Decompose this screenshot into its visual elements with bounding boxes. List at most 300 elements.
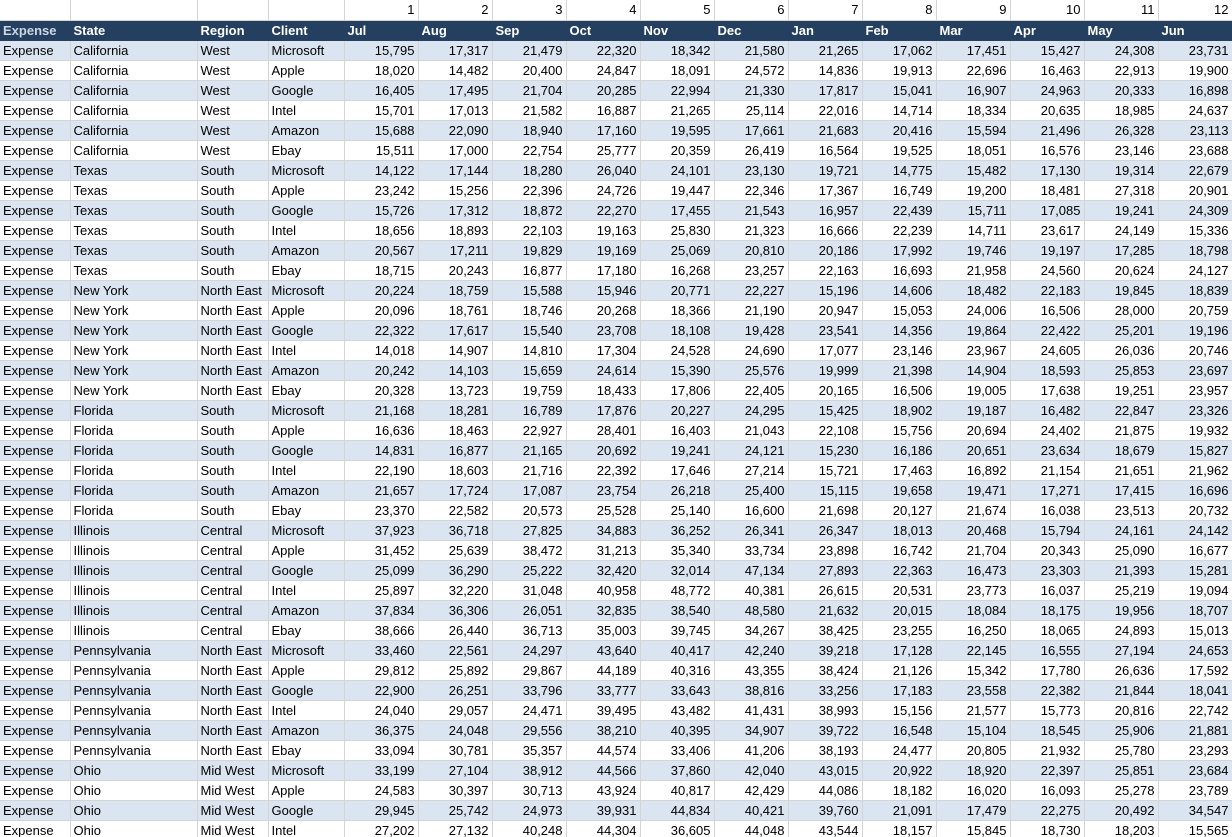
table-cell[interactable]: 17,780 <box>1010 660 1084 680</box>
table-cell[interactable]: 20,242 <box>344 360 418 380</box>
table-cell[interactable]: 29,556 <box>492 720 566 740</box>
table-cell[interactable]: 33,406 <box>640 740 714 760</box>
table-cell[interactable]: 25,897 <box>344 580 418 600</box>
table-row[interactable] <box>0 80 1232 100</box>
table-cell[interactable]: 21,704 <box>936 540 1010 560</box>
table-cell[interactable]: 17,367 <box>788 180 862 200</box>
table-cell[interactable]: 19,314 <box>1084 160 1158 180</box>
table-cell[interactable]: 18,839 <box>1158 280 1232 300</box>
column-number-cell[interactable]: 3 <box>492 0 566 20</box>
table-cell[interactable]: 22,322 <box>344 320 418 340</box>
table-cell[interactable]: 18,893 <box>418 220 492 240</box>
table-cell[interactable]: Illinois <box>70 600 197 620</box>
table-row[interactable] <box>0 640 1232 660</box>
table-cell[interactable]: Illinois <box>70 520 197 540</box>
table-cell[interactable]: 23,146 <box>862 340 936 360</box>
table-cell[interactable]: Apple <box>268 780 344 800</box>
table-cell[interactable]: Amazon <box>268 600 344 620</box>
table-cell[interactable]: 20,416 <box>862 120 936 140</box>
table-cell[interactable]: 33,199 <box>344 760 418 780</box>
table-cell[interactable]: 35,003 <box>566 620 640 640</box>
table-cell[interactable]: 15,390 <box>640 360 714 380</box>
table-cell[interactable]: 18,065 <box>1010 620 1084 640</box>
table-cell[interactable]: 15,342 <box>936 660 1010 680</box>
table-cell[interactable]: 19,932 <box>1158 420 1232 440</box>
table-cell[interactable]: 27,893 <box>788 560 862 580</box>
table-cell[interactable]: 27,202 <box>344 820 418 837</box>
table-cell[interactable]: 19,864 <box>936 320 1010 340</box>
table-cell[interactable]: 44,086 <box>788 780 862 800</box>
table-cell[interactable]: Apple <box>268 300 344 320</box>
column-header-dec[interactable]: Dec <box>714 20 788 40</box>
table-cell[interactable]: South <box>197 240 268 260</box>
table-cell[interactable]: 38,425 <box>788 620 862 640</box>
table-cell[interactable]: 19,094 <box>1158 580 1232 600</box>
table-cell[interactable]: 18,920 <box>936 760 1010 780</box>
table-cell[interactable]: 18,157 <box>862 820 936 837</box>
table-row[interactable] <box>0 600 1232 620</box>
table-cell[interactable]: 18,020 <box>344 60 418 80</box>
table-cell[interactable]: 31,048 <box>492 580 566 600</box>
table-cell[interactable]: 24,528 <box>640 340 714 360</box>
table-cell[interactable]: South <box>197 200 268 220</box>
table-cell[interactable]: 26,347 <box>788 520 862 540</box>
table-cell[interactable]: 15,256 <box>418 180 492 200</box>
table-cell[interactable]: 18,798 <box>1158 240 1232 260</box>
table-cell[interactable]: 22,679 <box>1158 160 1232 180</box>
table-cell[interactable]: Expense <box>0 40 70 60</box>
table-row[interactable] <box>0 620 1232 640</box>
table-cell[interactable]: 16,907 <box>936 80 1010 100</box>
table-cell[interactable]: 18,091 <box>640 60 714 80</box>
table-cell[interactable]: 38,816 <box>714 680 788 700</box>
table-cell[interactable]: Expense <box>0 660 70 680</box>
table-cell[interactable]: 19,005 <box>936 380 1010 400</box>
table-row[interactable] <box>0 700 1232 720</box>
table-row[interactable] <box>0 560 1232 580</box>
table-cell[interactable]: 16,898 <box>1158 80 1232 100</box>
table-cell[interactable]: Intel <box>268 100 344 120</box>
table-cell[interactable]: Apple <box>268 420 344 440</box>
table-cell[interactable]: 24,963 <box>1010 80 1084 100</box>
table-row[interactable] <box>0 520 1232 540</box>
table-cell[interactable]: 23,293 <box>1158 740 1232 760</box>
table-cell[interactable]: California <box>70 40 197 60</box>
table-cell[interactable]: 17,592 <box>1158 660 1232 680</box>
table-cell[interactable]: 27,825 <box>492 520 566 540</box>
table-cell[interactable]: 23,242 <box>344 180 418 200</box>
table-cell[interactable]: 21,582 <box>492 100 566 120</box>
table-cell[interactable]: Expense <box>0 180 70 200</box>
column-number-cell[interactable]: 5 <box>640 0 714 20</box>
table-cell[interactable]: 25,222 <box>492 560 566 580</box>
table-cell[interactable]: 19,196 <box>1158 320 1232 340</box>
column-header-aug[interactable]: Aug <box>418 20 492 40</box>
table-cell[interactable]: 21,716 <box>492 460 566 480</box>
table-cell[interactable]: 31,213 <box>566 540 640 560</box>
table-cell[interactable]: 17,638 <box>1010 380 1084 400</box>
table-cell[interactable]: 16,666 <box>788 220 862 240</box>
table-cell[interactable]: Expense <box>0 440 70 460</box>
table-cell[interactable]: 18,334 <box>936 100 1010 120</box>
table-cell[interactable]: 20,492 <box>1084 800 1158 820</box>
table-cell[interactable]: South <box>197 500 268 520</box>
table-cell[interactable]: 14,714 <box>862 100 936 120</box>
table-cell[interactable]: 19,471 <box>936 480 1010 500</box>
table-cell[interactable]: Mid West <box>197 800 268 820</box>
table-cell[interactable]: 35,340 <box>640 540 714 560</box>
table-cell[interactable]: North East <box>197 740 268 760</box>
table-cell[interactable]: 20,810 <box>714 240 788 260</box>
column-header-feb[interactable]: Feb <box>862 20 936 40</box>
table-cell[interactable]: 20,651 <box>936 440 1010 460</box>
table-cell[interactable]: 17,455 <box>640 200 714 220</box>
table-cell[interactable]: 20,224 <box>344 280 418 300</box>
table-cell[interactable]: 18,281 <box>418 400 492 420</box>
table-cell[interactable]: Florida <box>70 400 197 420</box>
table-cell[interactable]: 21,165 <box>492 440 566 460</box>
table-cell[interactable]: Mid West <box>197 780 268 800</box>
table-cell[interactable]: Google <box>268 200 344 220</box>
table-cell[interactable]: 20,771 <box>640 280 714 300</box>
table-cell[interactable]: New York <box>70 340 197 360</box>
table-cell[interactable]: 21,881 <box>1158 720 1232 740</box>
table-cell[interactable]: 17,087 <box>492 480 566 500</box>
table-cell[interactable]: 14,831 <box>344 440 418 460</box>
table-cell[interactable]: 22,382 <box>1010 680 1084 700</box>
table-cell[interactable]: 21,962 <box>1158 460 1232 480</box>
table-cell[interactable]: 21,265 <box>640 100 714 120</box>
table-cell[interactable]: 40,958 <box>566 580 640 600</box>
table-cell[interactable]: Expense <box>0 780 70 800</box>
table-cell[interactable]: 19,999 <box>788 360 862 380</box>
table-cell[interactable]: 24,142 <box>1158 520 1232 540</box>
table-row[interactable] <box>0 820 1232 837</box>
table-cell[interactable]: 24,653 <box>1158 640 1232 660</box>
table-cell[interactable]: 20,243 <box>418 260 492 280</box>
table-cell[interactable]: 22,847 <box>1084 400 1158 420</box>
table-cell[interactable]: Intel <box>268 340 344 360</box>
table-cell[interactable]: 14,122 <box>344 160 418 180</box>
table-cell[interactable]: 14,482 <box>418 60 492 80</box>
table-cell[interactable]: 14,810 <box>492 340 566 360</box>
table-cell[interactable]: 36,718 <box>418 520 492 540</box>
table-cell[interactable]: 16,020 <box>936 780 1010 800</box>
table-cell[interactable]: 24,605 <box>1010 340 1084 360</box>
table-cell[interactable]: 24,973 <box>492 800 566 820</box>
table-cell[interactable]: Expense <box>0 280 70 300</box>
table-cell[interactable]: 47,134 <box>714 560 788 580</box>
table-cell[interactable]: Expense <box>0 120 70 140</box>
table-cell[interactable]: 22,927 <box>492 420 566 440</box>
table-cell[interactable]: 16,268 <box>640 260 714 280</box>
table-cell[interactable]: 18,051 <box>936 140 1010 160</box>
table-cell[interactable]: 25,639 <box>418 540 492 560</box>
table-row[interactable] <box>0 760 1232 780</box>
table-cell[interactable]: Expense <box>0 600 70 620</box>
table-cell[interactable]: 24,308 <box>1084 40 1158 60</box>
table-cell[interactable]: Expense <box>0 560 70 580</box>
table-cell[interactable]: 17,180 <box>566 260 640 280</box>
table-cell[interactable]: 21,154 <box>1010 460 1084 480</box>
table-cell[interactable]: 20,333 <box>1084 80 1158 100</box>
table-cell[interactable]: 44,566 <box>566 760 640 780</box>
table-row[interactable] <box>0 540 1232 560</box>
table-cell[interactable]: 25,528 <box>566 500 640 520</box>
table-cell[interactable]: 38,912 <box>492 760 566 780</box>
table-cell[interactable]: 24,149 <box>1084 220 1158 240</box>
table-cell[interactable]: Expense <box>0 80 70 100</box>
table-cell[interactable]: Microsoft <box>268 520 344 540</box>
table-cell[interactable]: 15,659 <box>492 360 566 380</box>
table-cell[interactable]: Apple <box>268 540 344 560</box>
table-cell[interactable]: Ebay <box>268 380 344 400</box>
table-cell[interactable]: 17,451 <box>936 40 1010 60</box>
table-cell[interactable]: 17,806 <box>640 380 714 400</box>
table-cell[interactable]: 44,048 <box>714 820 788 837</box>
table-cell[interactable]: 20,746 <box>1158 340 1232 360</box>
table-cell[interactable]: Florida <box>70 460 197 480</box>
table-cell[interactable]: 26,328 <box>1084 120 1158 140</box>
table-cell[interactable]: 15,336 <box>1158 220 1232 240</box>
table-cell[interactable]: 13,723 <box>418 380 492 400</box>
table-cell[interactable]: 33,256 <box>788 680 862 700</box>
table-cell[interactable]: 19,721 <box>788 160 862 180</box>
table-cell[interactable]: 40,316 <box>640 660 714 680</box>
table-cell[interactable]: 15,230 <box>788 440 862 460</box>
table-cell[interactable]: 15,594 <box>936 120 1010 140</box>
table-cell[interactable]: 27,318 <box>1084 180 1158 200</box>
table-row[interactable] <box>0 420 1232 440</box>
column-header-jul[interactable]: Jul <box>344 20 418 40</box>
table-cell[interactable]: 26,440 <box>418 620 492 640</box>
table-cell[interactable]: 20,805 <box>936 740 1010 760</box>
table-cell[interactable]: Google <box>268 560 344 580</box>
table-cell[interactable]: 26,341 <box>714 520 788 540</box>
column-header-region[interactable]: Region <box>197 20 268 40</box>
table-cell[interactable]: 15,511 <box>344 140 418 160</box>
table-cell[interactable]: 27,194 <box>1084 640 1158 660</box>
table-cell[interactable]: 21,683 <box>788 120 862 140</box>
column-header-expense[interactable]: Expense <box>0 20 70 40</box>
table-cell[interactable]: 18,280 <box>492 160 566 180</box>
table-cell[interactable]: 24,006 <box>936 300 1010 320</box>
table-cell[interactable]: 23,773 <box>936 580 1010 600</box>
table-row[interactable] <box>0 200 1232 220</box>
table-cell[interactable]: 16,957 <box>788 200 862 220</box>
table-cell[interactable]: 36,375 <box>344 720 418 740</box>
table-cell[interactable]: Ohio <box>70 780 197 800</box>
table-cell[interactable]: 25,140 <box>640 500 714 520</box>
table-cell[interactable]: Google <box>268 800 344 820</box>
table-cell[interactable]: 18,203 <box>1084 820 1158 837</box>
table-cell[interactable]: 15,053 <box>862 300 936 320</box>
table-cell[interactable]: 28,401 <box>566 420 640 440</box>
table-cell[interactable]: 25,278 <box>1084 780 1158 800</box>
table-cell[interactable]: 17,415 <box>1084 480 1158 500</box>
table-cell[interactable]: 37,923 <box>344 520 418 540</box>
table-cell[interactable]: 22,016 <box>788 100 862 120</box>
column-number-cell[interactable]: 6 <box>714 0 788 20</box>
table-cell[interactable]: 24,847 <box>566 60 640 80</box>
table-cell[interactable]: Illinois <box>70 620 197 640</box>
table-cell[interactable]: 26,615 <box>788 580 862 600</box>
column-number-cell[interactable] <box>0 0 70 20</box>
table-cell[interactable]: 21,844 <box>1084 680 1158 700</box>
table-row[interactable] <box>0 680 1232 700</box>
table-cell[interactable]: Google <box>268 80 344 100</box>
table-cell[interactable]: 19,759 <box>492 380 566 400</box>
table-cell[interactable]: 19,428 <box>714 320 788 340</box>
table-cell[interactable]: 19,913 <box>862 60 936 80</box>
table-cell[interactable]: 25,830 <box>640 220 714 240</box>
table-cell[interactable]: Expense <box>0 800 70 820</box>
table-cell[interactable]: Expense <box>0 240 70 260</box>
table-cell[interactable]: 24,040 <box>344 700 418 720</box>
table-cell[interactable]: 22,696 <box>936 60 1010 80</box>
table-cell[interactable]: 17,144 <box>418 160 492 180</box>
table-cell[interactable]: 24,690 <box>714 340 788 360</box>
table-cell[interactable]: 29,057 <box>418 700 492 720</box>
table-cell[interactable]: West <box>197 80 268 100</box>
table-cell[interactable]: 20,901 <box>1158 180 1232 200</box>
table-cell[interactable]: 21,393 <box>1084 560 1158 580</box>
table-cell[interactable]: 19,829 <box>492 240 566 260</box>
table-cell[interactable]: 18,108 <box>640 320 714 340</box>
table-cell[interactable]: North East <box>197 300 268 320</box>
table-cell[interactable]: Texas <box>70 180 197 200</box>
table-cell[interactable]: 18,730 <box>1010 820 1084 837</box>
table-cell[interactable]: 16,038 <box>1010 500 1084 520</box>
table-cell[interactable]: 16,463 <box>1010 60 1084 80</box>
table-cell[interactable]: 26,036 <box>1084 340 1158 360</box>
table-cell[interactable]: Illinois <box>70 580 197 600</box>
table-cell[interactable]: 20,096 <box>344 300 418 320</box>
table-cell[interactable]: 24,477 <box>862 740 936 760</box>
table-cell[interactable]: 23,708 <box>566 320 640 340</box>
table-cell[interactable]: 26,419 <box>714 140 788 160</box>
table-row[interactable] <box>0 260 1232 280</box>
column-number-cell[interactable] <box>268 0 344 20</box>
table-cell[interactable]: 24,726 <box>566 180 640 200</box>
table-cell[interactable]: 17,160 <box>566 120 640 140</box>
table-cell[interactable]: 15,156 <box>862 700 936 720</box>
table-cell[interactable]: Florida <box>70 420 197 440</box>
table-cell[interactable]: Expense <box>0 320 70 340</box>
table-cell[interactable]: Amazon <box>268 480 344 500</box>
table-cell[interactable]: 17,085 <box>1010 200 1084 220</box>
table-cell[interactable]: 22,396 <box>492 180 566 200</box>
table-cell[interactable]: 33,734 <box>714 540 788 560</box>
table-cell[interactable]: Expense <box>0 520 70 540</box>
table-cell[interactable]: 17,130 <box>1010 160 1084 180</box>
table-cell[interactable]: South <box>197 480 268 500</box>
table-cell[interactable]: 16,576 <box>1010 140 1084 160</box>
table-cell[interactable]: 14,103 <box>418 360 492 380</box>
table-cell[interactable]: Intel <box>268 580 344 600</box>
table-cell[interactable]: Expense <box>0 580 70 600</box>
table-cell[interactable]: 15,711 <box>936 200 1010 220</box>
column-header-client[interactable]: Client <box>268 20 344 40</box>
table-cell[interactable]: 18,482 <box>936 280 1010 300</box>
table-cell[interactable]: 23,754 <box>566 480 640 500</box>
table-cell[interactable]: Central <box>197 560 268 580</box>
table-cell[interactable]: 21,580 <box>714 40 788 60</box>
table-cell[interactable]: 18,182 <box>862 780 936 800</box>
table-cell[interactable]: 34,907 <box>714 720 788 740</box>
table-cell[interactable]: North East <box>197 360 268 380</box>
table-cell[interactable]: 22,320 <box>566 40 640 60</box>
table-cell[interactable]: Central <box>197 580 268 600</box>
table-cell[interactable]: 39,495 <box>566 700 640 720</box>
column-number-cell[interactable]: 7 <box>788 0 862 20</box>
table-cell[interactable]: Mid West <box>197 820 268 837</box>
table-cell[interactable]: 18,481 <box>1010 180 1084 200</box>
table-cell[interactable]: Intel <box>268 220 344 240</box>
table-cell[interactable]: Amazon <box>268 120 344 140</box>
column-number-cell[interactable]: 4 <box>566 0 640 20</box>
table-cell[interactable]: 18,041 <box>1158 680 1232 700</box>
table-cell[interactable]: 41,431 <box>714 700 788 720</box>
table-cell[interactable]: 17,724 <box>418 480 492 500</box>
table-row[interactable] <box>0 720 1232 740</box>
table-cell[interactable]: South <box>197 420 268 440</box>
table-cell[interactable]: 20,635 <box>1010 100 1084 120</box>
table-cell[interactable]: 18,463 <box>418 420 492 440</box>
table-cell[interactable]: 19,595 <box>640 120 714 140</box>
table-cell[interactable]: 19,200 <box>936 180 1010 200</box>
table-cell[interactable]: Google <box>268 320 344 340</box>
table-cell[interactable]: 23,731 <box>1158 40 1232 60</box>
table-cell[interactable]: 22,145 <box>936 640 1010 660</box>
table-cell[interactable]: 20,922 <box>862 760 936 780</box>
table-cell[interactable]: 20,759 <box>1158 300 1232 320</box>
table-cell[interactable]: 20,127 <box>862 500 936 520</box>
table-cell[interactable]: 22,163 <box>788 260 862 280</box>
table-cell[interactable]: 22,742 <box>1158 700 1232 720</box>
table-cell[interactable]: 14,907 <box>418 340 492 360</box>
table-cell[interactable]: 23,370 <box>344 500 418 520</box>
table-cell[interactable]: Google <box>268 680 344 700</box>
table-cell[interactable]: 23,558 <box>936 680 1010 700</box>
table-cell[interactable]: Ebay <box>268 140 344 160</box>
table-cell[interactable]: 25,576 <box>714 360 788 380</box>
table-row[interactable] <box>0 360 1232 380</box>
table-cell[interactable]: South <box>197 220 268 240</box>
table-cell[interactable]: Expense <box>0 140 70 160</box>
table-cell[interactable]: 17,617 <box>418 320 492 340</box>
table-cell[interactable]: Expense <box>0 460 70 480</box>
table-cell[interactable]: 41,206 <box>714 740 788 760</box>
table-cell[interactable]: West <box>197 140 268 160</box>
table-cell[interactable]: 15,756 <box>862 420 936 440</box>
table-cell[interactable]: 30,397 <box>418 780 492 800</box>
table-row[interactable] <box>0 240 1232 260</box>
table-cell[interactable]: 18,013 <box>862 520 936 540</box>
table-cell[interactable]: California <box>70 100 197 120</box>
table-cell[interactable]: 48,772 <box>640 580 714 600</box>
table-cell[interactable]: 17,817 <box>788 80 862 100</box>
table-cell[interactable]: 17,271 <box>1010 480 1084 500</box>
table-cell[interactable]: 40,817 <box>640 780 714 800</box>
table-cell[interactable]: 14,356 <box>862 320 936 340</box>
table-cell[interactable]: 16,877 <box>492 260 566 280</box>
table-cell[interactable]: 26,051 <box>492 600 566 620</box>
table-cell[interactable]: Amazon <box>268 240 344 260</box>
table-cell[interactable]: Microsoft <box>268 280 344 300</box>
table-cell[interactable]: 26,636 <box>1084 660 1158 680</box>
table-cell[interactable]: 24,560 <box>1010 260 1084 280</box>
